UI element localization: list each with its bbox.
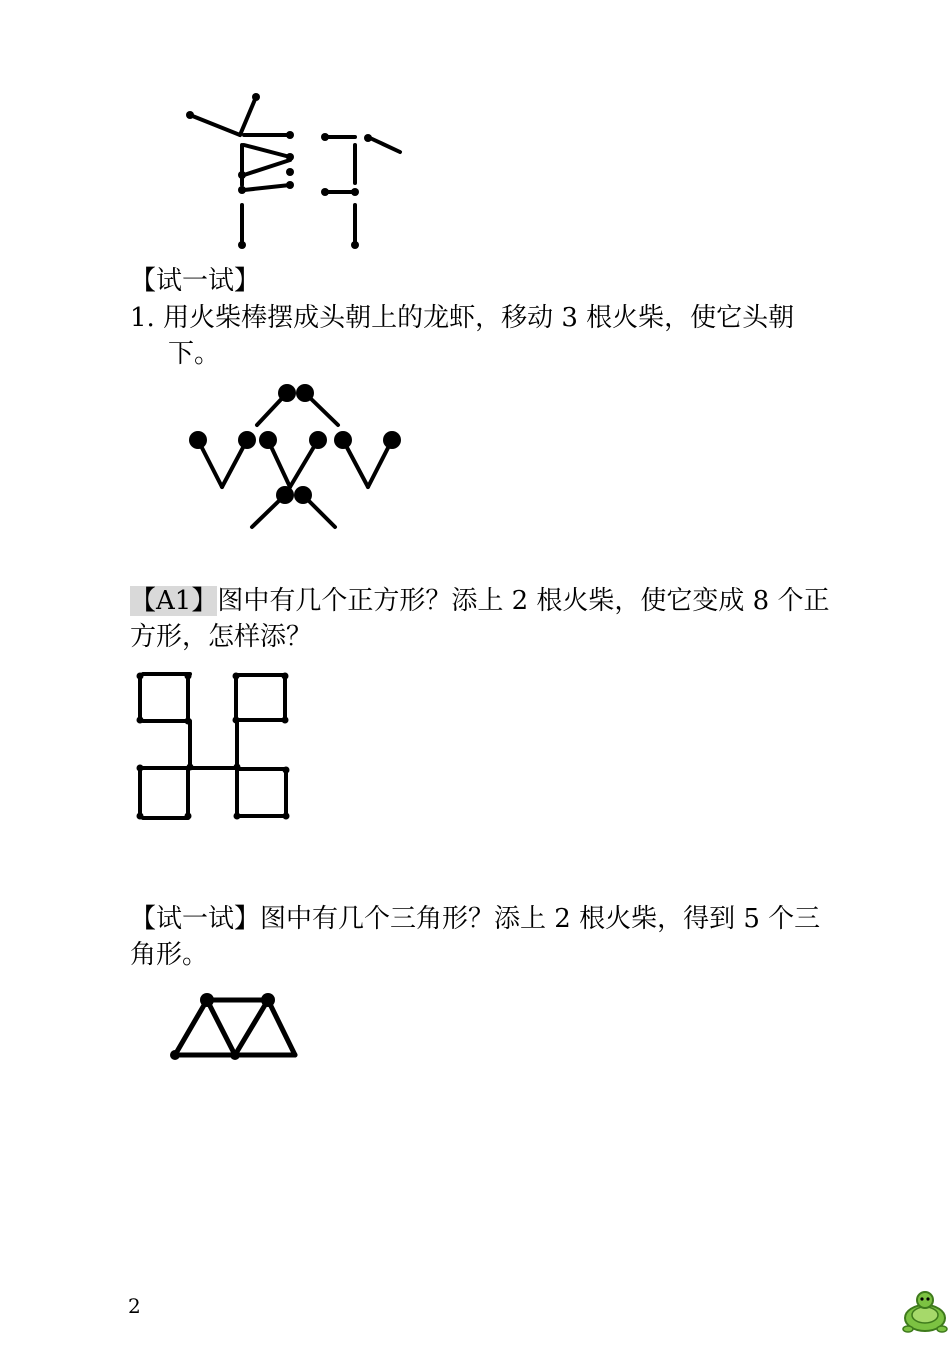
page-number: 2 (128, 1294, 141, 1318)
try-tag: 【试一试】 (130, 904, 261, 934)
try-text-line1: 图中有几个三角形？添上 2 根火柴，得到 5 个三 (260, 904, 821, 934)
question-number: 1. (130, 303, 155, 333)
question-text-line2: 下。 (168, 339, 221, 369)
try-heading: 【试一试】 (130, 266, 261, 296)
example-tag: 【A1】 (130, 586, 218, 616)
example-text-line2: 方形，怎样添？ (130, 622, 313, 652)
example-text-line1: 图中有几个正方形？添上 2 根火柴，使它变成 8 个正 (217, 586, 830, 616)
try-text-line2: 角形。 (130, 940, 209, 970)
question-text-line1: 用火柴棒摆成头朝上的龙虾，移动 3 根火柴，使它头朝 (163, 303, 795, 333)
turtle-icon (900, 1288, 950, 1338)
